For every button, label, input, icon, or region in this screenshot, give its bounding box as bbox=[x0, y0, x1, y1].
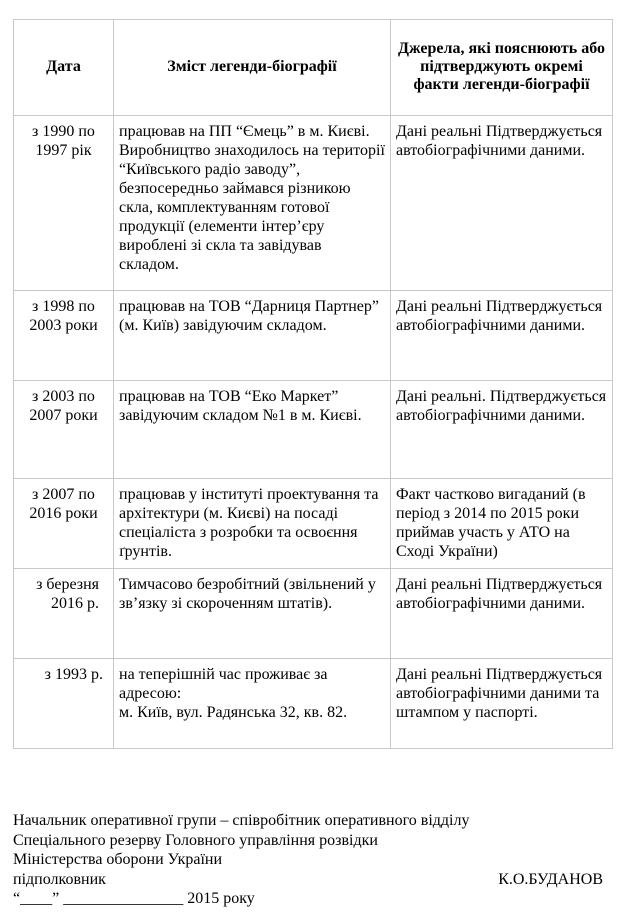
row-date: з 2003 по 2007 роки bbox=[14, 381, 114, 479]
row-sources: Дані реальні. Підтверджується автобіографічними даними. bbox=[391, 381, 613, 479]
table-row bbox=[14, 116, 613, 291]
table-row bbox=[14, 291, 613, 381]
position-line-1: Начальник оперативної групи – співробітник оперативного відділу bbox=[13, 812, 470, 829]
signature-name: К.О.БУДАНОВ bbox=[498, 870, 603, 888]
row-content: працював на ПП “Ємець” в м. Києві. Виробництво знаходилось на території “Київського радіо заводу”, безпосередньо займався різникою скла, комплектуванням готової продукції (елементи інтер’єру вироблені зі скла та завідував складом. bbox=[114, 116, 391, 291]
legend-biography-table bbox=[13, 19, 613, 749]
position-line-3: Міністерства оборони України bbox=[13, 851, 223, 868]
row-sources: Дані реальні Підтверджується автобіографічними даними. bbox=[391, 291, 613, 381]
header-content: Зміст легенди-біографії bbox=[114, 20, 391, 116]
row-date: з 1993 р. bbox=[14, 659, 114, 749]
row-content: працював у інституті проектування та архітектури (м. Києві) на посаді спеціаліста з розробки та освоєння ґрунтів. bbox=[114, 479, 391, 569]
position-line-2: Спеціального резерву Головного управління розвідки bbox=[13, 831, 378, 849]
row-date: з 1990 по 1997 рік bbox=[14, 116, 114, 291]
signature-block bbox=[13, 811, 611, 909]
row-content-text: на теперішній час проживає за адресою: bbox=[119, 666, 328, 702]
row-sources: Дані реальні Підтверджується автобіографічними даними. bbox=[391, 569, 613, 659]
table-row bbox=[14, 659, 613, 749]
table-row bbox=[14, 381, 613, 479]
rank: підполковник bbox=[13, 870, 106, 888]
row-sources: Дані реальні Підтверджується автобіографічними даними. bbox=[391, 116, 613, 291]
row-content-address: м. Київ, вул. Радянська 32, кв. 82. bbox=[119, 704, 348, 721]
table-header-row bbox=[14, 20, 613, 116]
table-row bbox=[14, 569, 613, 659]
row-content: працював на ТОВ “Еко Маркет” завідуючим складом №1 в м. Києві. bbox=[114, 381, 391, 479]
row-date: з 1998 по 2003 роки bbox=[14, 291, 114, 381]
header-sources: Джерела, які пояснюють або підтверджують окремі факти легенди-біографії bbox=[391, 20, 613, 116]
row-content: Тимчасово безробітний (звільнений у зв’язку зі скороченням штатів). bbox=[114, 569, 391, 659]
row-content bbox=[114, 659, 391, 749]
row-date: з березня 2016 р. bbox=[14, 569, 114, 659]
row-date: з 2007 по 2016 роки bbox=[14, 479, 114, 569]
table-row bbox=[14, 479, 613, 569]
row-sources: Дані реальні Підтверджується автобіографічними даними та штампом у паспорті. bbox=[391, 659, 613, 749]
header-date: Дата bbox=[14, 20, 114, 116]
row-content: працював на ТОВ “Дарниця Партнер” (м. Київ) завідуючим складом. bbox=[114, 291, 391, 381]
date-line: “____” _______________ 2015 року bbox=[13, 890, 255, 907]
rank-signature-line bbox=[13, 870, 611, 890]
row-sources: Факт частково вигаданий (в період з 2014 по 2015 роки приймав участь у АТО на Сході України) bbox=[391, 479, 613, 569]
